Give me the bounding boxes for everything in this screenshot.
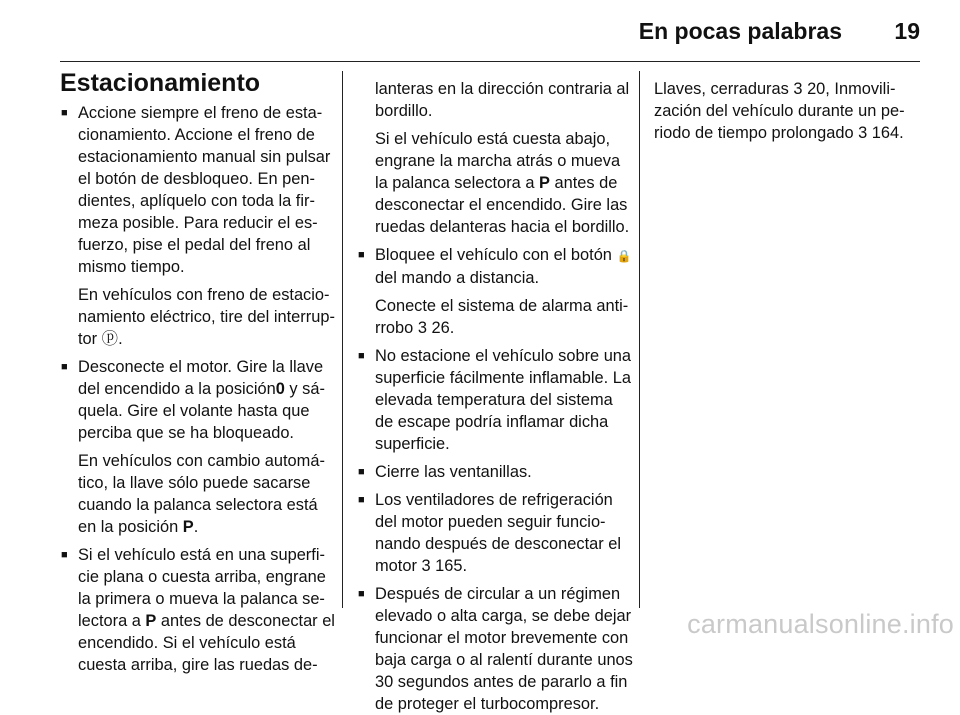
paragraph-electric-brake: En vehículos con freno de estacio- namiento eléctrico, tire del interrup- tor ⓟ. [78,286,335,348]
bullet-switch-off-engine: ■ Desconecte el motor. Gire la llave del encendido a la posición0 y sá- quela. Gire el volante hasta que perciba que se ha bloqueado. En vehículos con cambio automá- tico, la llave sólo puede sacarse cuando la palanca selectora está en la posición P. [60,356,336,538]
cross-reference-paragraph: Llaves, cerraduras 3 20, Inmovili- zación del vehículo durante un pe- riodo de tiempo prolongado 3 164. [654,80,905,142]
reference-arrow-icon: 3 [421,557,431,575]
page-header [0,0,960,64]
header-rule [60,61,920,62]
column-divider-1 [342,71,343,608]
paragraph-downhill: Si el vehículo está cuesta abajo, engrane la marcha atrás o mueva la palanca selectora a P antes de desconectar el encendido. Gire las ruedas delanteras hacia el bordillo. [375,130,630,236]
watermark: carmanualsonline.info [687,609,954,639]
bullet-parking-brake: ■ Accione siempre el freno de esta- cionamiento. Accione el freno de estacionamiento manual sin pulsar el botón de desbloqueo. En pen- dientes, aplíquelo con toda la fir- meza posible. Para reducir el es- fuerzo, pise el pedal del freno al mismo tiempo. En vehículos con freno de estacio- namiento eléctrico, tire del interrup- tor ⓟ. [60,102,336,350]
page-number: 19 [894,18,920,44]
column-divider-2 [639,71,640,608]
bullet-lock-vehicle: ■ Bloquee el vehículo con el botón 🔒 del mando a distancia. Conecte el sistema de alarma anti- rrobo 3 26. [357,244,635,339]
reference-arrow-icon: 3 [417,319,427,337]
reference-arrow-icon: 3 [858,124,868,142]
paragraph-automatic: En vehículos con cambio automá- tico, la llave sólo puede sacarse cuando la palanca selectora está en la posición P. [78,452,325,536]
column-3 [654,78,924,144]
column-2 [357,78,635,715]
bullet-level-surface: ■ Si el vehículo está en una superfi- cie plana o cuesta arriba, engrane la primera o mueva la palanca se- lectora a P antes de desconectar el encendido. Si el vehículo está cuesta arriba, gire las ruedas de- [60,544,336,676]
bullet-cooling-fans: ■ Los ventiladores de refrigeración del motor pueden seguir funcio- nando después de desconectar el motor 3 165. [357,489,635,577]
bullet-turbocharger: ■ Después de circular a un régimen elevado o alta carga, se debe dejar funcionar el motor brevemente con baja carga o al ralentí durante unos 30 segundos antes de pararlo a fin de proteger el turbocompresor. [357,583,635,715]
paragraph-alarm: Conecte el sistema de alarma anti- rrobo 3 26. [375,297,629,337]
running-title: En pocas palabras [638,18,842,44]
section-heading: Estacionamiento [60,69,261,97]
column-1 [60,68,336,676]
bullet-continuation: lanteras en la dirección contraria al bordillo. Si el vehículo está cuesta abajo, engrane la marcha atrás o mueva la palanca selectora a P antes de desconectar el encendido. Gire las ruedas delanteras hacia el bordillo. [357,78,635,238]
lock-icon: 🔒 [616,249,632,263]
reference-arrow-icon: 3 [793,80,803,98]
bullet-flammable-surface: ■ No estacione el vehículo sobre una superficie fácilmente inflamable. La elevada temperatura del sistema de escape podría inflamar dicha superficie. [357,345,635,455]
bullet-close-windows: ■ Cierre las ventanillas. [357,461,635,483]
